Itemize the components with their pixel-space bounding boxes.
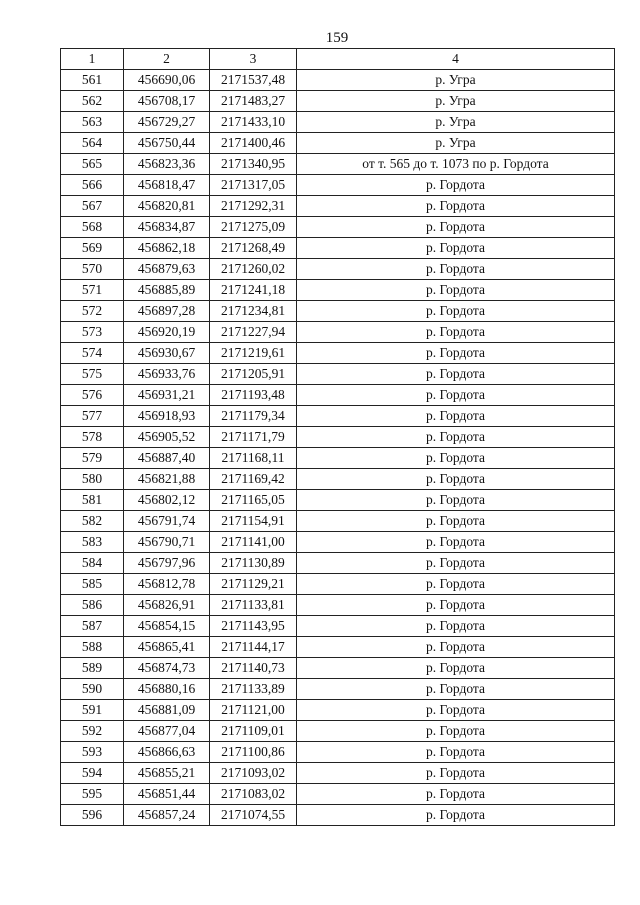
x-coordinate-cell: 456823,36 <box>124 154 210 175</box>
point-number-cell: 573 <box>61 322 124 343</box>
table-row <box>61 553 615 574</box>
description-cell: р. Гордота <box>297 595 615 616</box>
column-header-description: 4 <box>297 49 615 70</box>
point-number-cell: 579 <box>61 448 124 469</box>
y-coordinate-cell: 2171129,21 <box>210 574 297 595</box>
table-row <box>61 574 615 595</box>
description-cell: р. Гордота <box>297 553 615 574</box>
y-coordinate-cell: 2171205,91 <box>210 364 297 385</box>
description-cell: р. Гордота <box>297 721 615 742</box>
description-cell: р. Гордота <box>297 406 615 427</box>
description-cell: р. Гордота <box>297 574 615 595</box>
y-coordinate-cell: 2171171,79 <box>210 427 297 448</box>
y-coordinate-cell: 2171100,86 <box>210 742 297 763</box>
y-coordinate-cell: 2171234,81 <box>210 301 297 322</box>
description-cell: р. Гордота <box>297 343 615 364</box>
x-coordinate-cell: 456791,74 <box>124 511 210 532</box>
table-row <box>61 364 615 385</box>
point-number-cell: 575 <box>61 364 124 385</box>
description-cell: р. Гордота <box>297 364 615 385</box>
description-cell: р. Гордота <box>297 511 615 532</box>
table-row <box>61 406 615 427</box>
table-row <box>61 763 615 784</box>
point-number-cell: 572 <box>61 301 124 322</box>
x-coordinate-cell: 456920,19 <box>124 322 210 343</box>
point-number-cell: 595 <box>61 784 124 805</box>
x-coordinate-cell: 456851,44 <box>124 784 210 805</box>
y-coordinate-cell: 2171483,27 <box>210 91 297 112</box>
y-coordinate-cell: 2171074,55 <box>210 805 297 826</box>
point-number-cell: 593 <box>61 742 124 763</box>
table-row <box>61 721 615 742</box>
point-number-cell: 561 <box>61 70 124 91</box>
y-coordinate-cell: 2171093,02 <box>210 763 297 784</box>
description-cell: р. Гордота <box>297 784 615 805</box>
description-cell: р. Гордота <box>297 616 615 637</box>
x-coordinate-cell: 456881,09 <box>124 700 210 721</box>
table-row <box>61 784 615 805</box>
table-row <box>61 742 615 763</box>
point-number-cell: 585 <box>61 574 124 595</box>
table-row <box>61 532 615 553</box>
table-row <box>61 448 615 469</box>
table-row <box>61 112 615 133</box>
y-coordinate-cell: 2171292,31 <box>210 196 297 217</box>
description-cell: р. Гордота <box>297 490 615 511</box>
description-cell: от т. 565 до т. 1073 по р. Гордота <box>297 154 615 175</box>
y-coordinate-cell: 2171154,91 <box>210 511 297 532</box>
description-cell: р. Гордота <box>297 301 615 322</box>
y-coordinate-cell: 2171537,48 <box>210 70 297 91</box>
y-coordinate-cell: 2171143,95 <box>210 616 297 637</box>
page-number: 159 <box>325 30 349 46</box>
point-number-cell: 590 <box>61 679 124 700</box>
x-coordinate-cell: 456729,27 <box>124 112 210 133</box>
y-coordinate-cell: 2171340,95 <box>210 154 297 175</box>
x-coordinate-cell: 456931,21 <box>124 385 210 406</box>
x-coordinate-cell: 456885,89 <box>124 280 210 301</box>
description-cell: р. Гордота <box>297 679 615 700</box>
description-cell: р. Гордота <box>297 259 615 280</box>
x-coordinate-cell: 456874,73 <box>124 658 210 679</box>
x-coordinate-cell: 456690,06 <box>124 70 210 91</box>
y-coordinate-cell: 2171317,05 <box>210 175 297 196</box>
table-row <box>61 658 615 679</box>
y-coordinate-cell: 2171133,89 <box>210 679 297 700</box>
column-header-x: 2 <box>124 49 210 70</box>
y-coordinate-cell: 2171133,81 <box>210 595 297 616</box>
x-coordinate-cell: 456820,81 <box>124 196 210 217</box>
coordinates-table <box>60 48 615 826</box>
y-coordinate-cell: 2171400,46 <box>210 133 297 154</box>
x-coordinate-cell: 456933,76 <box>124 364 210 385</box>
description-cell: р. Угра <box>297 70 615 91</box>
x-coordinate-cell: 456887,40 <box>124 448 210 469</box>
y-coordinate-cell: 2171275,09 <box>210 217 297 238</box>
description-cell: р. Гордота <box>297 658 615 679</box>
y-coordinate-cell: 2171165,05 <box>210 490 297 511</box>
description-cell: р. Гордота <box>297 805 615 826</box>
point-number-cell: 576 <box>61 385 124 406</box>
description-cell: р. Гордота <box>297 742 615 763</box>
table-row <box>61 217 615 238</box>
table-row <box>61 343 615 364</box>
y-coordinate-cell: 2171121,00 <box>210 700 297 721</box>
point-number-cell: 592 <box>61 721 124 742</box>
point-number-cell: 567 <box>61 196 124 217</box>
description-cell: р. Гордота <box>297 532 615 553</box>
x-coordinate-cell: 456708,17 <box>124 91 210 112</box>
y-coordinate-cell: 2171168,11 <box>210 448 297 469</box>
x-coordinate-cell: 456880,16 <box>124 679 210 700</box>
table-row <box>61 427 615 448</box>
y-coordinate-cell: 2171268,49 <box>210 238 297 259</box>
header-row <box>61 49 615 70</box>
point-number-cell: 588 <box>61 637 124 658</box>
point-number-cell: 587 <box>61 616 124 637</box>
description-cell: р. Гордота <box>297 175 615 196</box>
x-coordinate-cell: 456866,63 <box>124 742 210 763</box>
point-number-cell: 591 <box>61 700 124 721</box>
point-number-cell: 565 <box>61 154 124 175</box>
table-body <box>61 70 615 826</box>
table-row <box>61 805 615 826</box>
description-cell: р. Угра <box>297 91 615 112</box>
y-coordinate-cell: 2171130,89 <box>210 553 297 574</box>
description-cell: р. Гордота <box>297 763 615 784</box>
point-number-cell: 563 <box>61 112 124 133</box>
table-row <box>61 154 615 175</box>
y-coordinate-cell: 2171179,34 <box>210 406 297 427</box>
description-cell: р. Гордота <box>297 469 615 490</box>
point-number-cell: 584 <box>61 553 124 574</box>
table-row <box>61 637 615 658</box>
description-cell: р. Гордота <box>297 217 615 238</box>
x-coordinate-cell: 456918,93 <box>124 406 210 427</box>
x-coordinate-cell: 456862,18 <box>124 238 210 259</box>
column-header-number: 1 <box>61 49 124 70</box>
point-number-cell: 583 <box>61 532 124 553</box>
y-coordinate-cell: 2171083,02 <box>210 784 297 805</box>
table-row <box>61 259 615 280</box>
description-cell: р. Гордота <box>297 385 615 406</box>
y-coordinate-cell: 2171227,94 <box>210 322 297 343</box>
x-coordinate-cell: 456826,91 <box>124 595 210 616</box>
point-number-cell: 582 <box>61 511 124 532</box>
point-number-cell: 594 <box>61 763 124 784</box>
table-row <box>61 238 615 259</box>
table-row <box>61 595 615 616</box>
y-coordinate-cell: 2171144,17 <box>210 637 297 658</box>
x-coordinate-cell: 456854,15 <box>124 616 210 637</box>
point-number-cell: 571 <box>61 280 124 301</box>
description-cell: р. Гордота <box>297 700 615 721</box>
point-number-cell: 589 <box>61 658 124 679</box>
y-coordinate-cell: 2171140,73 <box>210 658 297 679</box>
point-number-cell: 570 <box>61 259 124 280</box>
point-number-cell: 564 <box>61 133 124 154</box>
y-coordinate-cell: 2171219,61 <box>210 343 297 364</box>
description-cell: р. Гордота <box>297 238 615 259</box>
table-row <box>61 511 615 532</box>
x-coordinate-cell: 456897,28 <box>124 301 210 322</box>
y-coordinate-cell: 2171109,01 <box>210 721 297 742</box>
x-coordinate-cell: 456855,21 <box>124 763 210 784</box>
description-cell: р. Угра <box>297 112 615 133</box>
y-coordinate-cell: 2171260,02 <box>210 259 297 280</box>
table-row <box>61 616 615 637</box>
table-row <box>61 280 615 301</box>
description-cell: р. Гордота <box>297 196 615 217</box>
x-coordinate-cell: 456818,47 <box>124 175 210 196</box>
point-number-cell: 574 <box>61 343 124 364</box>
x-coordinate-cell: 456750,44 <box>124 133 210 154</box>
y-coordinate-cell: 2171433,10 <box>210 112 297 133</box>
description-cell: р. Гордота <box>297 427 615 448</box>
x-coordinate-cell: 456797,96 <box>124 553 210 574</box>
point-number-cell: 580 <box>61 469 124 490</box>
table-row <box>61 385 615 406</box>
x-coordinate-cell: 456812,78 <box>124 574 210 595</box>
description-cell: р. Угра <box>297 133 615 154</box>
point-number-cell: 566 <box>61 175 124 196</box>
point-number-cell: 562 <box>61 91 124 112</box>
description-cell: р. Гордота <box>297 280 615 301</box>
y-coordinate-cell: 2171141,00 <box>210 532 297 553</box>
description-cell: р. Гордота <box>297 322 615 343</box>
table-row <box>61 91 615 112</box>
x-coordinate-cell: 456834,87 <box>124 217 210 238</box>
point-number-cell: 569 <box>61 238 124 259</box>
point-number-cell: 577 <box>61 406 124 427</box>
table-row <box>61 196 615 217</box>
column-header-y: 3 <box>210 49 297 70</box>
x-coordinate-cell: 456790,71 <box>124 532 210 553</box>
x-coordinate-cell: 456877,04 <box>124 721 210 742</box>
y-coordinate-cell: 2171241,18 <box>210 280 297 301</box>
x-coordinate-cell: 456865,41 <box>124 637 210 658</box>
table-row <box>61 700 615 721</box>
table-row <box>61 679 615 700</box>
y-coordinate-cell: 2171169,42 <box>210 469 297 490</box>
table-row <box>61 133 615 154</box>
y-coordinate-cell: 2171193,48 <box>210 385 297 406</box>
x-coordinate-cell: 456879,63 <box>124 259 210 280</box>
x-coordinate-cell: 456857,24 <box>124 805 210 826</box>
table-row <box>61 490 615 511</box>
x-coordinate-cell: 456905,52 <box>124 427 210 448</box>
x-coordinate-cell: 456802,12 <box>124 490 210 511</box>
table-row <box>61 469 615 490</box>
table-row <box>61 322 615 343</box>
point-number-cell: 568 <box>61 217 124 238</box>
point-number-cell: 586 <box>61 595 124 616</box>
point-number-cell: 578 <box>61 427 124 448</box>
description-cell: р. Гордота <box>297 637 615 658</box>
table-row <box>61 175 615 196</box>
x-coordinate-cell: 456821,88 <box>124 469 210 490</box>
description-cell: р. Гордота <box>297 448 615 469</box>
table-row <box>61 70 615 91</box>
table-row <box>61 301 615 322</box>
x-coordinate-cell: 456930,67 <box>124 343 210 364</box>
table-header <box>61 49 615 70</box>
point-number-cell: 581 <box>61 490 124 511</box>
point-number-cell: 596 <box>61 805 124 826</box>
